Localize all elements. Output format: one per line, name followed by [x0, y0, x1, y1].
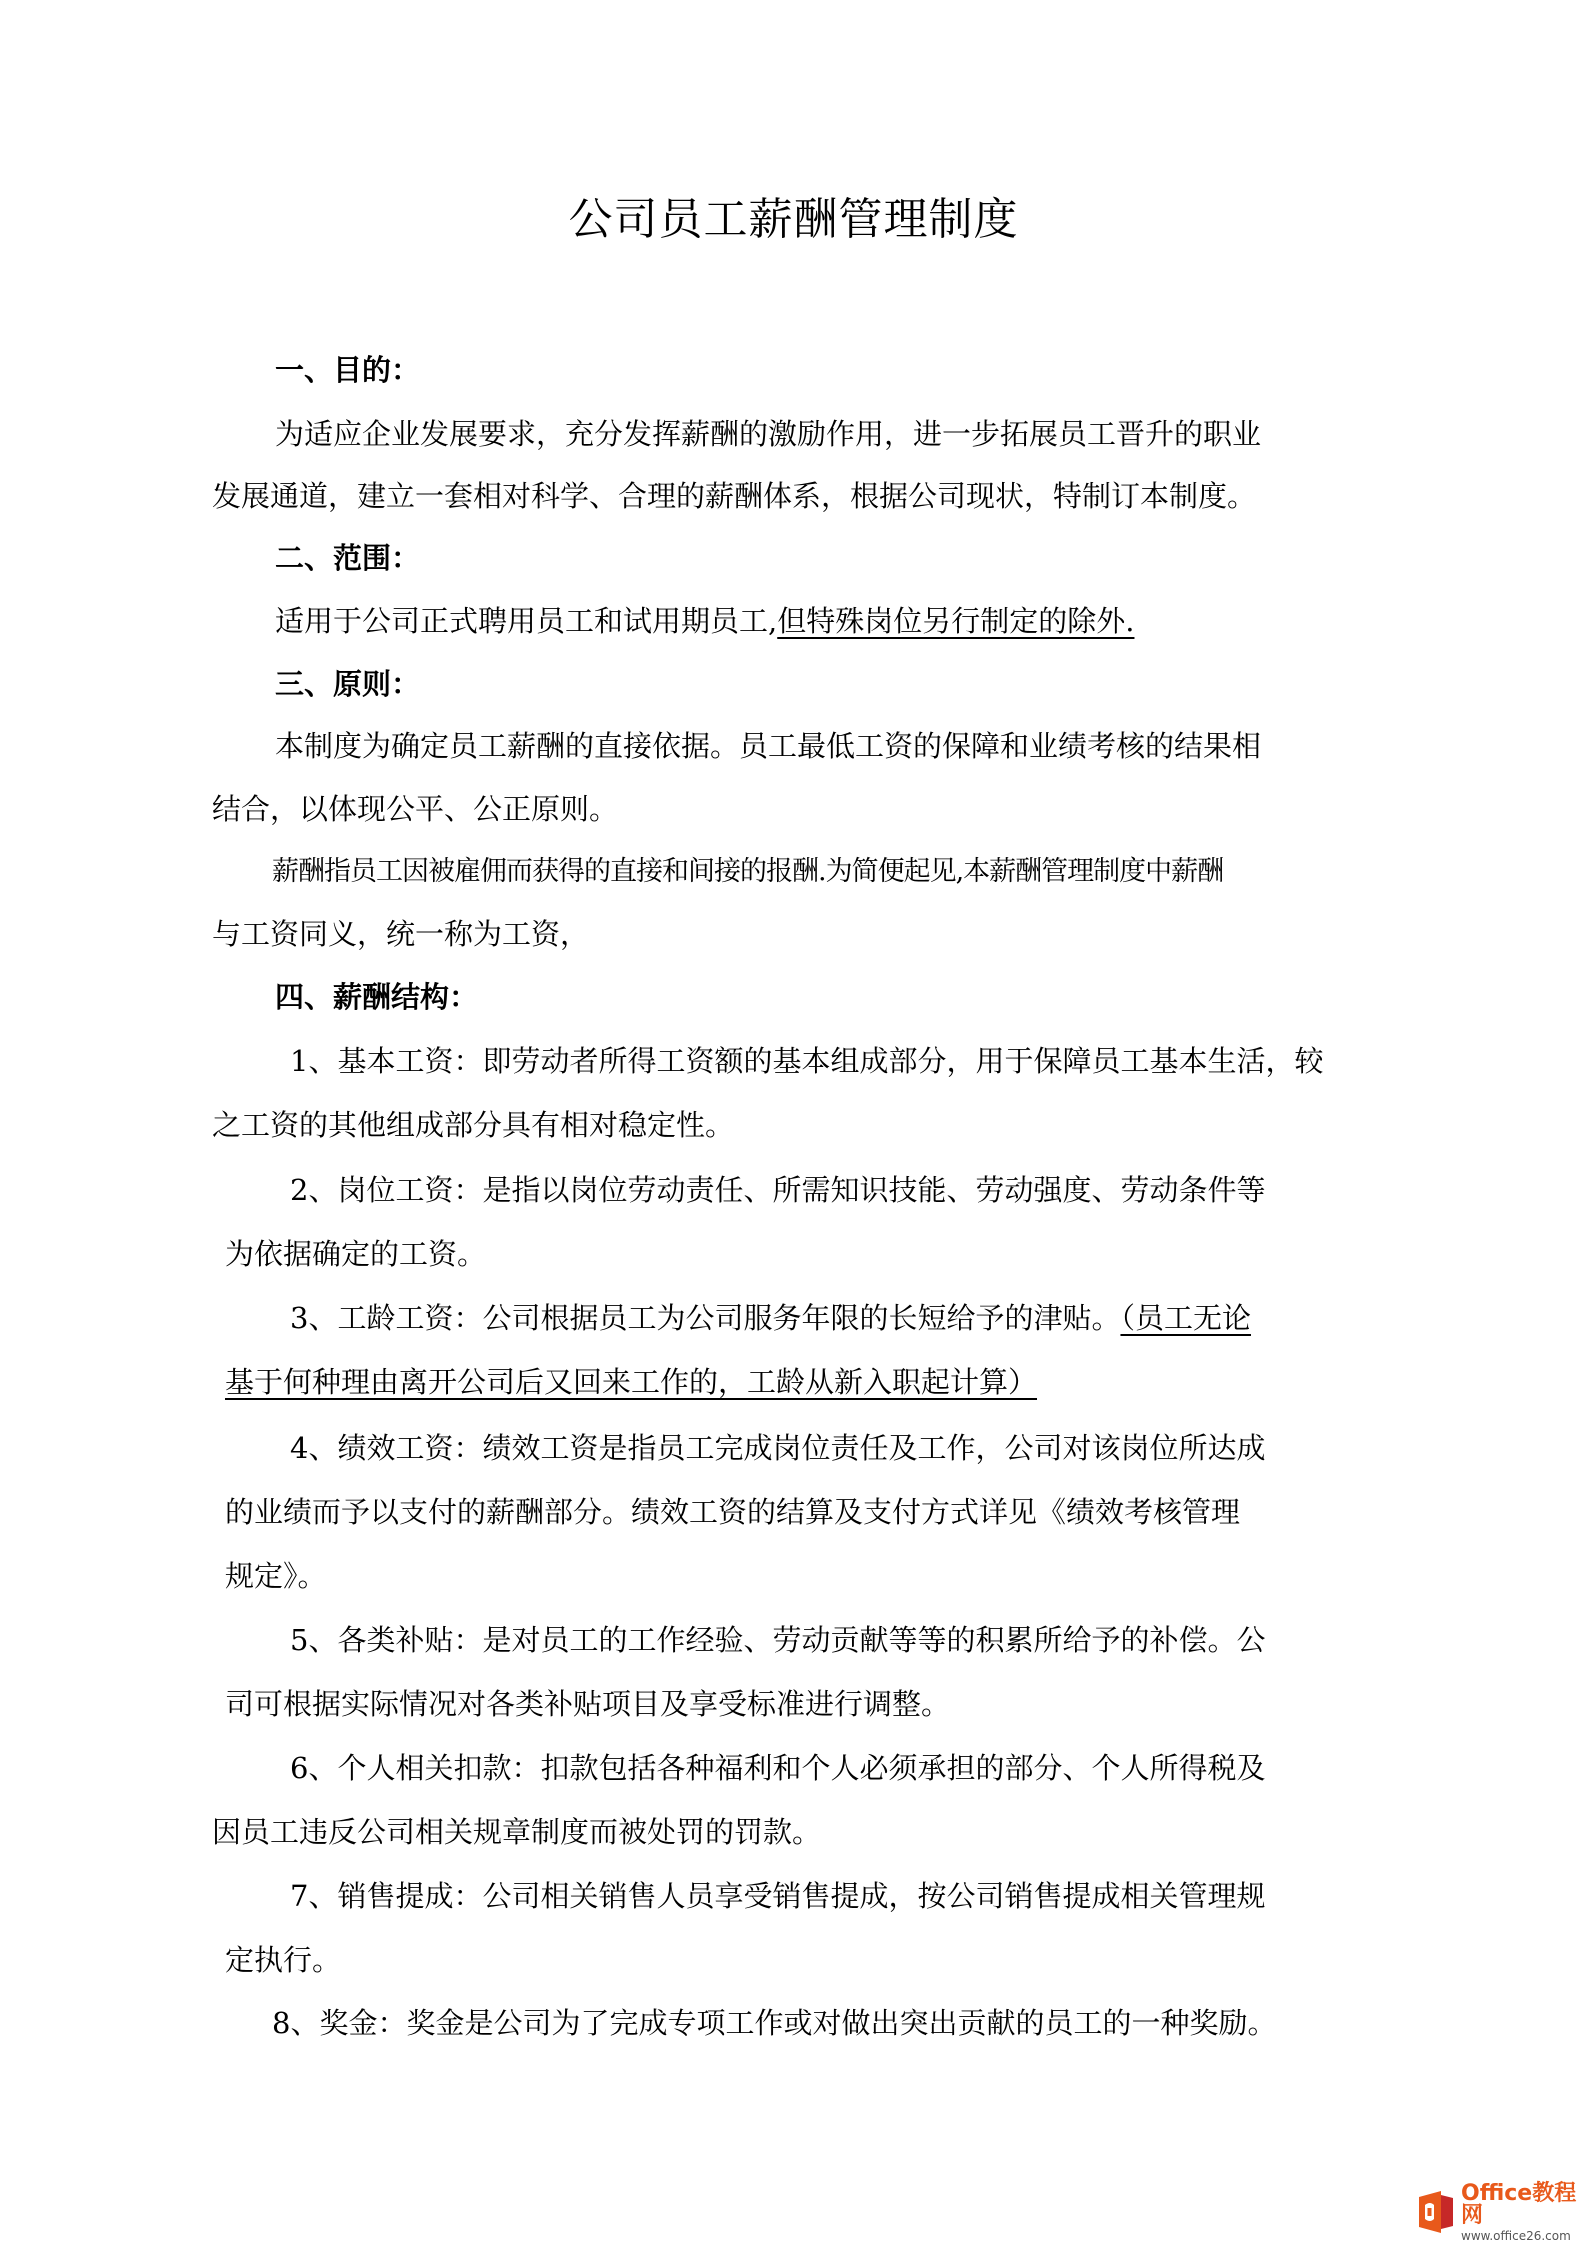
paragraph-line: 结合，以体现公平、公正原则。: [212, 792, 619, 826]
list-item-line: 定执行。: [225, 1943, 342, 1977]
list-item-line: 6、个人相关扣款：扣款包括各种福利和个人必须承担的部分、个人所得税及: [290, 1751, 1266, 1785]
paragraph-line: 与工资同义，统一称为工资，: [212, 917, 590, 951]
paragraph-line: 本制度为确定员工薪酬的直接依据。员工最低工资的保障和业绩考核的结果相: [275, 729, 1262, 763]
list-item-line: 因员工违反公司相关规章制度而被处罚的罚款。: [212, 1815, 822, 1849]
list-item-line: 的业绩而予以支付的薪酬部分。绩效工资的结算及支付方式详见《绩效考核管理: [225, 1495, 1241, 1529]
list-item-line: 4、绩效工资：绩效工资是指员工完成岗位责任及工作，公司对该岗位所达成: [290, 1431, 1266, 1465]
list-item-line: [225, 1362, 1037, 1402]
list-item-line: 7、销售提成：公司相关销售人员享受销售提成，按公司销售提成相关管理规: [290, 1879, 1266, 1913]
section-heading-structure: 四、薪酬结构：: [275, 980, 479, 1014]
watermark-brand: Office教程网: [1461, 2180, 1577, 2228]
paragraph-line: 发展通道，建立一套相对科学、合理的薪酬体系，根据公司现状，特制订本制度。: [212, 479, 1257, 513]
scope-underlined-text: 但特殊岗位另行制定的除外.: [777, 604, 1135, 638]
list-item-line: 司可根据实际情况对各类补贴项目及享受标准进行调整。: [225, 1687, 951, 1721]
list-item-line: 之工资的其他组成部分具有相对稳定性。: [212, 1108, 735, 1142]
document-title: 公司员工薪酬管理制度: [568, 194, 1019, 245]
list-item-line: 为依据确定的工资。: [225, 1237, 487, 1271]
section-heading-principle: 三、原则：: [275, 667, 421, 701]
section-heading-purpose: 一、目的：: [275, 353, 421, 387]
list-item-line: [290, 1298, 1251, 1338]
list-item-line: 2、岗位工资：是指以岗位劳动责任、所需知识技能、劳动强度、劳动条件等: [290, 1173, 1266, 1207]
list-item-line: 规定》。: [225, 1559, 327, 1593]
office26-watermark[interactable]: [1417, 2180, 1582, 2243]
watermark-url: www.office26.com: [1461, 2228, 1571, 2243]
seniority-underlined-text: （员工无论: [1120, 1301, 1251, 1335]
paragraph-line: 为适应企业发展要求，充分发挥薪酬的激励作用，进一步拓展员工晋升的职业: [275, 417, 1262, 451]
list-item-line: 8、奖金：奖金是公司为了完成专项工作或对做出突出贡献的员工的一种奖励。: [272, 2006, 1277, 2040]
scope-text: 适用于公司正式聘用员工和试用期员工,: [275, 604, 778, 638]
paragraph-line: 薪酬指员工因被雇佣而获得的直接和间接的报酬.为简便起见,本薪酬管理制度中薪酬: [272, 856, 1224, 887]
section-heading-scope: 二、范围：: [275, 541, 421, 575]
seniority-text: 3、工龄工资：公司根据员工为公司服务年限的长短给予的津贴。: [290, 1301, 1121, 1335]
office-logo-icon: [1417, 2189, 1457, 2235]
paragraph-line: [275, 601, 1134, 641]
list-item-line: 5、各类补贴：是对员工的工作经验、劳动贡献等等的积累所给予的补偿。公: [290, 1623, 1266, 1657]
list-item-line: 1、基本工资：即劳动者所得工资额的基本组成部分，用于保障员工基本生活，较: [290, 1044, 1324, 1078]
seniority-underlined-cont-text: 基于何种理由离开公司后又回来工作的，工龄从新入职起计算）: [225, 1365, 1038, 1399]
